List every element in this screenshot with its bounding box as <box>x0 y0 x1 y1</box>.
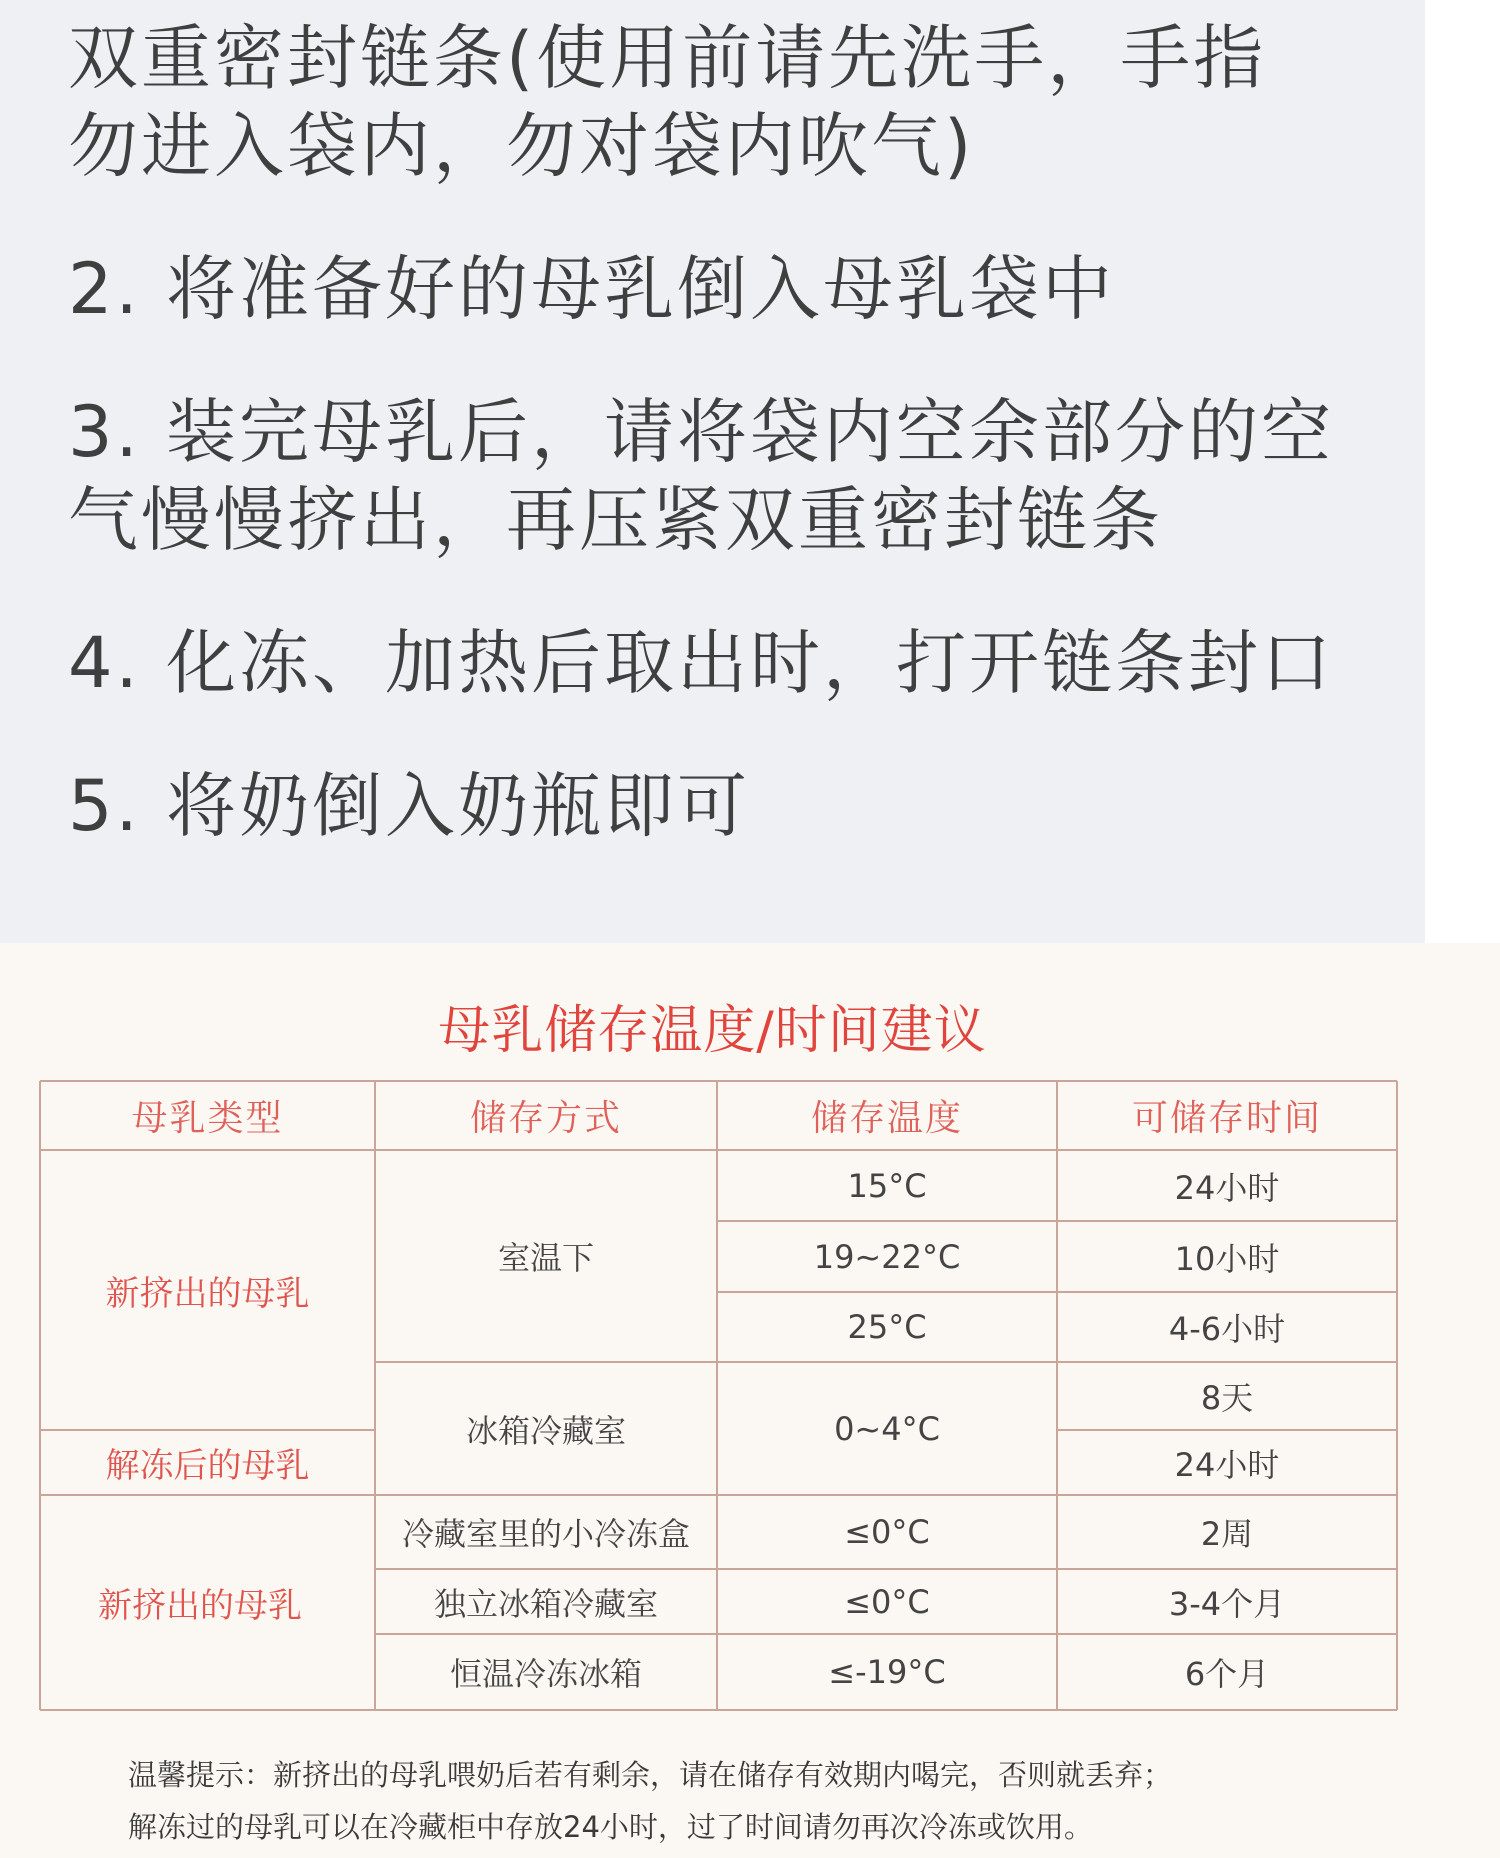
header-milk-type: 母乳类型 <box>131 1098 284 1139</box>
method-deep-freezer: 恒温冷冻冰箱 <box>449 1655 642 1693</box>
type-fresh-milk: 新挤出的母乳 <box>105 1273 310 1314</box>
storage-section <box>0 943 1500 1858</box>
time-cell: 24小时 <box>1174 1168 1280 1207</box>
time-cell: 2周 <box>1200 1515 1254 1553</box>
storage-title: 母乳储存温度/时间建议 <box>438 1001 987 1061</box>
temperature-cell: 15°C <box>847 1166 927 1205</box>
tip-line: 解冻过的母乳可以在冷藏柜中存放24小时，过了时间请勿再次冷冻或饮用。 <box>128 1810 1093 1844</box>
instruction-line: 勿进入袋内，勿对袋内吹气) <box>68 105 975 187</box>
instruction-line: 双重密封链条(使用前请先洗手，手指 <box>68 17 1267 99</box>
instruction-step-5: 5. 将奶倒入奶瓶即可 <box>68 765 751 847</box>
temperature-cell: ≤-19°C <box>828 1653 946 1691</box>
temperature-cell: 25°C <box>847 1308 927 1346</box>
type-thawed-milk: 解冻后的母乳 <box>105 1446 310 1486</box>
time-cell: 24小时 <box>1174 1445 1280 1484</box>
time-cell: 3-4个月 <box>1168 1584 1286 1623</box>
time-cell: 4-6小时 <box>1168 1310 1286 1348</box>
method-fridge-freezer-box: 冷藏室里的小冷冻盒 <box>401 1515 690 1553</box>
time-cell: 8天 <box>1200 1379 1254 1417</box>
time-cell: 6个月 <box>1184 1655 1270 1693</box>
type-fresh-milk: 新挤出的母乳 <box>98 1586 302 1626</box>
temperature-cell: ≤0°C <box>844 1582 930 1621</box>
instruction-step-3: 3. 装完母乳后，请将袋内空余部分的空 <box>68 391 1335 473</box>
header-storage-temperature: 储存温度 <box>810 1098 963 1139</box>
time-cell: 10小时 <box>1174 1239 1280 1278</box>
method-fridge: 冰箱冷藏室 <box>465 1411 626 1450</box>
header-storage-time: 可储存时间 <box>1131 1098 1322 1139</box>
method-room-temperature: 室温下 <box>497 1239 594 1277</box>
temperature-cell: 0~4°C <box>834 1409 940 1448</box>
instruction-step-2: 2. 将准备好的母乳倒入母乳袋中 <box>68 248 1116 330</box>
header-storage-method: 储存方式 <box>469 1098 622 1139</box>
instructions-panel <box>0 0 1425 943</box>
instruction-step-4: 4. 化冻、加热后取出时，打开链条封口 <box>68 622 1335 704</box>
method-standalone-fridge: 独立冰箱冷藏室 <box>433 1584 658 1623</box>
temperature-cell: 19~22°C <box>813 1237 961 1276</box>
temperature-cell: ≤0°C <box>844 1513 930 1551</box>
instruction-line: 气慢慢挤出，再压紧双重密封链条 <box>68 479 1163 561</box>
tip-line: 温馨提示：新挤出的母乳喂奶后若有剩余，请在储存有效期内喝完，否则就丢弃； <box>128 1758 1173 1792</box>
